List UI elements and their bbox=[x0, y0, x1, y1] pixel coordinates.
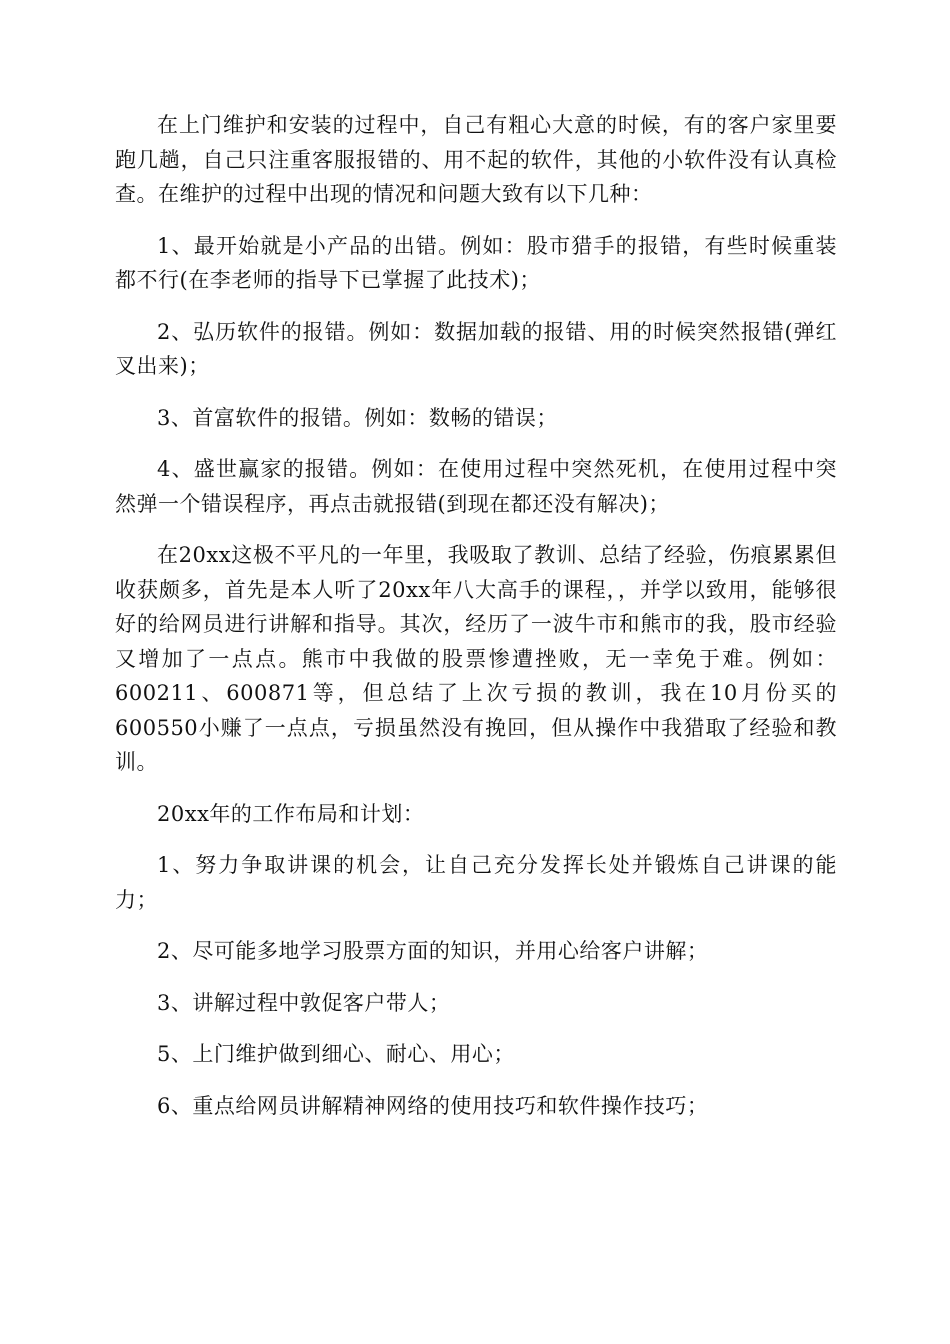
paragraph-issue-1: 1、最开始就是小产品的出错。例如：股市猎手的报错，有些时候重装都不行(在李老师的指导下已掌握了此技术)； bbox=[115, 233, 837, 292]
paragraph-plan-5: 5、上门维护做到细心、耐心、用心； bbox=[157, 1042, 515, 1066]
paragraph-plan-6: 6、重点给网员讲解精神网络的使用技巧和软件操作技巧； bbox=[157, 1093, 709, 1118]
paragraph-plan-3: 3、讲解过程中敦促客户带人； bbox=[157, 990, 451, 1015]
document-body bbox=[115, 108, 837, 1140]
paragraph-issue-2: 2、弘历软件的报错。例如：数据加载的报错、用的时候突然报错(弹红叉出来)； bbox=[115, 319, 837, 378]
paragraph-year-summary: 在20xx这极不平凡的一年里，我吸取了教训、总结了经验，伤痕累累但收获颇多，首先是本人听了20xx年八大高手的课程，，并学以致用，能够很好的给网员进行讲解和指导。其次，经历了一波牛市和熊市的我，股市经验又增加了一点点。熊市中我做的股票惨遭挫败，无一幸免于难。例如：600211、600871等，但总结了上次亏损的教训，我在10月份买的600550小赚了一点点，亏损虽然没有挽回，但从操作中我猎取了经验和教训。 bbox=[115, 543, 837, 774]
paragraph-plan-heading: 20xx年的工作布局和计划： bbox=[157, 801, 425, 826]
paragraph-issue-3: 3、首富软件的报错。例如：数畅的错误； bbox=[157, 405, 558, 430]
paragraph-plan-2: 2、尽可能多地学习股票方面的知识，并用心给客户讲解； bbox=[157, 939, 709, 963]
paragraph-issue-4: 4、盛世赢家的报错。例如：在使用过程中突然死机，在使用过程中突然弹一个错误程序，再点击就报错(到现在都还没有解决)； bbox=[115, 457, 837, 516]
paragraph-maintenance-intro: 在上门维护和安装的过程中，自己有粗心大意的时候，有的客户家里要跑几趟，自己只注重客服报错的、用不起的软件，其他的小软件没有认真检查。在维护的过程中出现的情况和问题大致有以下几种： bbox=[115, 113, 837, 206]
paragraph-plan-1: 1、努力争取讲课的机会，让自己充分发挥长处并锻炼自己讲课的能力； bbox=[115, 853, 837, 912]
